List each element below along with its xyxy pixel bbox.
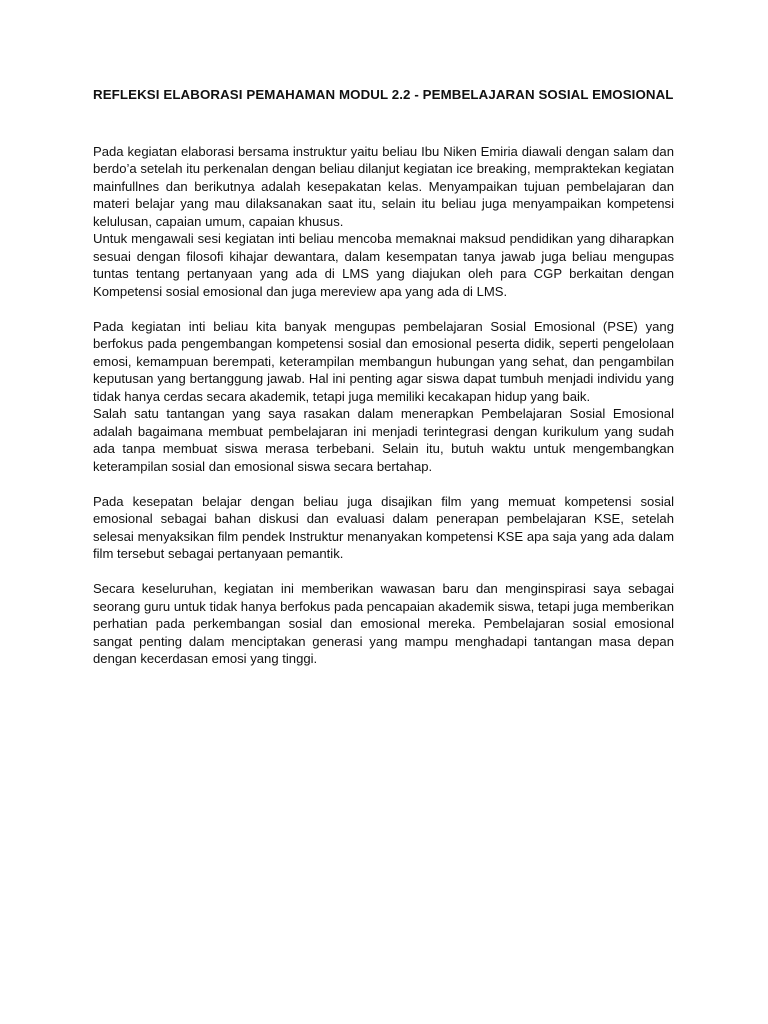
- paragraph-film: Pada kesepatan belajar dengan beliau juga disajikan film yang memuat kompetensi sosial emosional sebagai bahan diskusi dan evaluasi dalam penerapan pembelajaran KSE, setelah selesai menyaksikan film pendek Instruktur menanyakan kompetensi KSE apa saja yang ada dalam film tersebut sebagai pertanyaan pemantik.: [93, 493, 674, 561]
- paragraph-challenge: Salah satu tantangan yang saya rasakan dalam menerapkan Pembelajaran Sosial Emosional adalah bagaimana membuat pembelajaran ini menjadi terintegrasi dengan kurikulum yang sudah ada tanpa membuat siswa merasa terbebani. Selain itu, butuh waktu untuk mengembangkan keterampilan sosial dan emosional siswa secara bertahap.: [93, 406, 674, 474]
- paragraph-opening: Pada kegiatan elaborasi bersama instruktur yaitu beliau Ibu Niken Emiria diawali dengan salam dan berdo’a setelah itu perkenalan dengan beliau dilanjut kegiatan ice breaking, mempraktekan kegiatan mainfullnes dan berikutnya adalah kesepakatan kelas. Menyampaikan tujuan pembelajaran dan materi belajar yang mau dilaksanakan saat itu, selain itu beliau juga menyampaikan kompetensi kelulusan, capaian umum, capaian khusus.: [93, 143, 674, 229]
- document-body: [93, 86, 674, 668]
- paragraph-pse-focus: Pada kegiatan inti beliau kita banyak mengupas pembelajaran Sosial Emosional (PSE) yang berfokus pada pengembangan kompetensi sosial dan emosional peserta didik, seperti pengelolaan emosi, kemampuan berempati, keterampilan membangun hubungan yang sehat, dan pengambilan keputusan yang bertanggung jawab. Hal ini penting agar siswa dapat tumbuh menjadi individu yang tidak hanya cerdas secara akademik, tetapi juga memiliki kecakapan hidup yang baik.: [93, 318, 674, 404]
- paragraph-conclusion: Secara keseluruhan, kegiatan ini memberikan wawasan baru dan menginspirasi saya sebagai seorang guru untuk tidak hanya berfokus pada pencapaian akademik siswa, tetapi juga memberikan perhatian pada perkembangan sosial dan emosional mereka. Pembelajaran sosial emosional sangat penting dalam menciptakan generasi yang mampu menghadapi tantangan masa depan dengan kecerdasan emosi yang tinggi.: [93, 581, 674, 666]
- paragraph-core-session: Untuk mengawali sesi kegiatan inti beliau mencoba memaknai maksud pendidikan yang diharapkan sesuai dengan filosofi kihajar dewantara, dalam kesempatan tanya jawab juga beliau mengupas tuntas tentang pertanyaan yang ada di LMS yang diajukan oleh para CGP berkaitan dengan Kompetensi sosial emosional dan juga mereview apa yang ada di LMS.: [93, 231, 674, 299]
- document-title: REFLEKSI ELABORASI PEMAHAMAN MODUL 2.2 - PEMBELAJARAN SOSIAL EMOSIONAL: [93, 87, 674, 102]
